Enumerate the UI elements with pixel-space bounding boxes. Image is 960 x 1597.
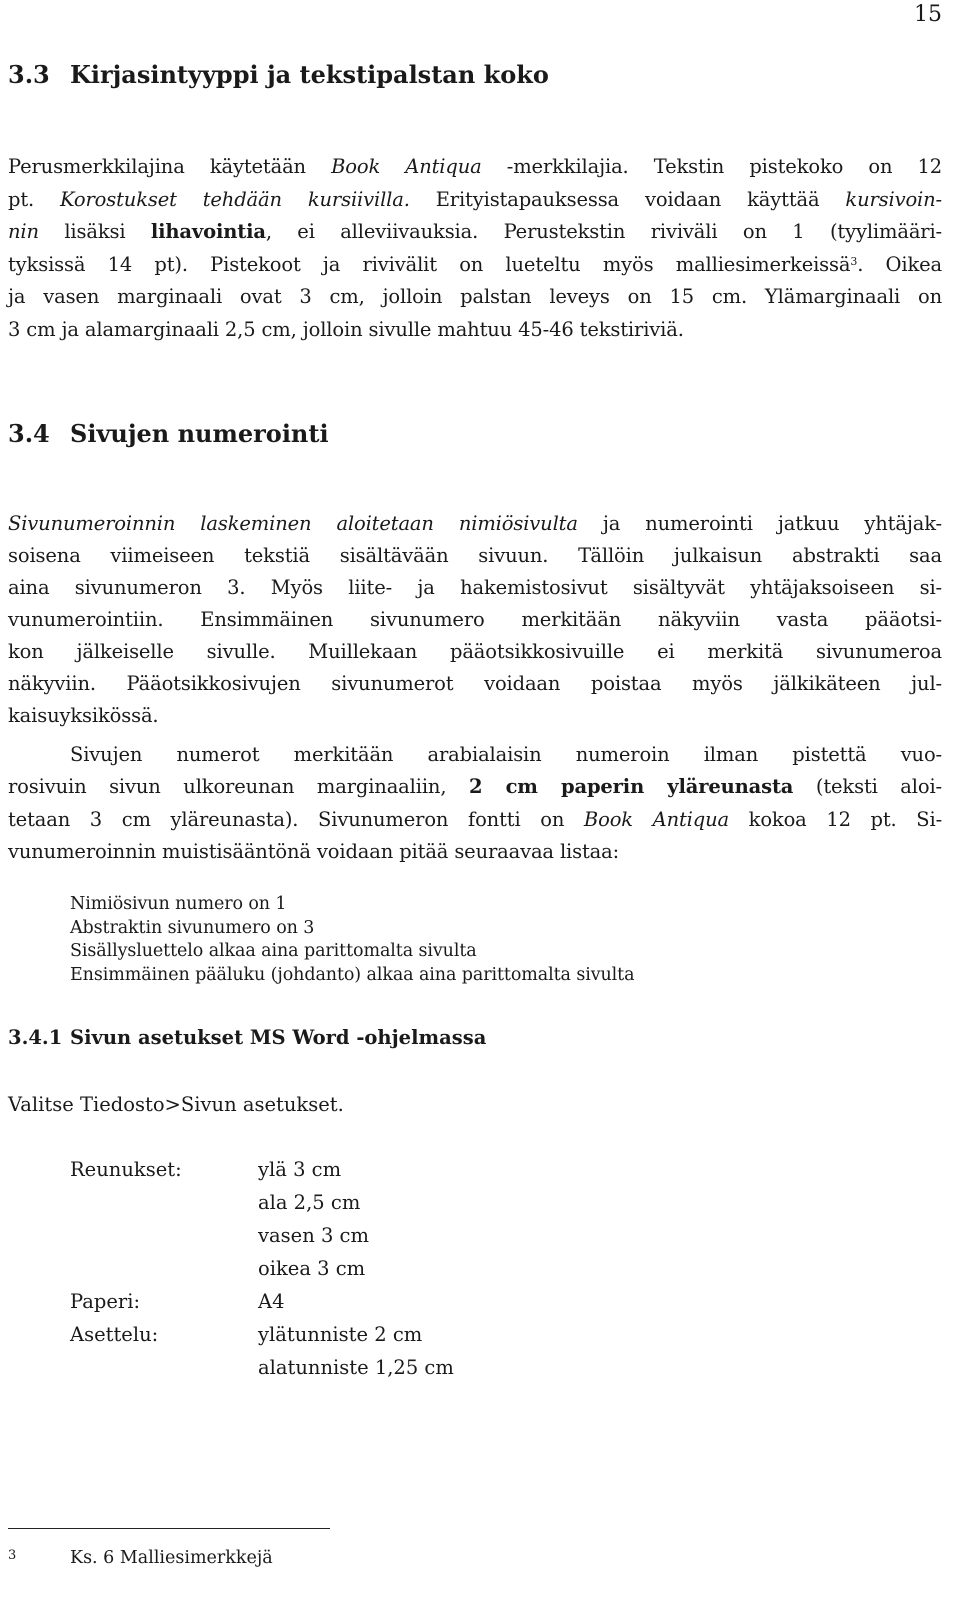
text-line: nin lisäksi lihavointia, ei alleviivauksia. Perustekstin riviväli on 1 (tyylimääri- <box>8 220 942 244</box>
settings-label: Reunukset: <box>70 1158 182 1181</box>
footnote-text: Ks. 6 Malliesimerkkejä <box>70 1548 273 1568</box>
list-item: Sisällysluettelo alkaa aina parittomalta sivulta <box>70 941 477 961</box>
footnote <box>8 1544 273 1570</box>
settings-value: alatunniste 1,25 cm <box>258 1356 454 1379</box>
section-title: Sivujen numerointi <box>70 419 329 448</box>
text-line: tetaan 3 cm yläreunasta). Sivunumeron fontti on Book Antiqua kokoa 12 pt. Si- <box>8 807 943 831</box>
section-number: 3.4 <box>8 419 50 448</box>
settings-value: A4 <box>258 1290 285 1313</box>
settings-value: oikea 3 cm <box>258 1257 366 1280</box>
list-item: Abstraktin sivunumero on 3 <box>70 917 315 938</box>
document-page <box>8 0 942 1597</box>
paragraph-page-numbering <box>8 508 942 732</box>
paragraph-font-and-column <box>8 151 942 347</box>
list-item: Ensimmäinen pääluku (johdanto) alkaa aina parittomalta sivulta <box>70 964 635 985</box>
text-line: ja vasen marginaali ovat 3 cm, jolloin palstan leveys on 15 cm. Ylämarginaali on <box>8 285 942 309</box>
section-title: Kirjasintyyppi ja tekstipalstan koko <box>70 60 549 89</box>
text-line: vunumeroinnin muistisääntönä voidaan pitää seuraavaa listaa: <box>8 840 620 864</box>
instruction-text: Valitse Tiedosto>Sivun asetukset. <box>8 1093 344 1116</box>
numbering-rules-list <box>70 893 634 987</box>
font-name: Book Antiqua <box>331 155 482 178</box>
text-line: aina sivunumeron 3. Myös liite- ja hakemistosivut sisältyvät yhtäjaksoiseen si- <box>8 576 942 599</box>
footnote-separator <box>8 1528 330 1529</box>
settings-label: Asettelu: <box>70 1323 159 1346</box>
section-number: 3.4.1 <box>8 1026 63 1049</box>
list-item: Nimiösivun numero on 1 <box>70 894 287 914</box>
section-heading-3-4 <box>8 419 329 449</box>
text-line: kaisuyksikössä. <box>8 704 159 727</box>
emphasis-text: kursivoin- <box>845 187 942 211</box>
bold-text: lihavointia <box>150 220 266 244</box>
section-number: 3.3 <box>8 60 50 89</box>
text-line: Perusmerkkilajina käytetään Book Antiqua -merkkilajia. Tekstin pistekoko on 12 <box>8 155 943 178</box>
footnote-reference: 3 <box>850 254 858 268</box>
bold-text: 2 cm paperin yläreunasta <box>468 775 794 799</box>
text-line: Sivunumeroinnin laskeminen aloitetaan nimiösivulta ja numerointi jatkuu yhtäjak- <box>8 512 942 535</box>
subsection-heading-3-4-1 <box>8 1025 486 1051</box>
settings-value: ala 2,5 cm <box>258 1191 361 1214</box>
text-line: soisena viimeiseen tekstiä sisältävään sivuun. Tällöin julkaisun abstrakti saa <box>8 544 942 567</box>
text-line: 3 cm ja alamarginaali 2,5 cm, jolloin sivulle mahtuu 45-46 tekstiriviä. <box>8 317 684 341</box>
text-line: tyksissä 14 pt). Pistekoot ja rivivälit on lueteltu myös malliesimerkeissä$^3$. Oikea <box>8 252 943 276</box>
page-number: 15 <box>914 2 942 27</box>
paragraph-number-placement <box>8 739 942 869</box>
text-line: näkyviin. Pääotsikkosivujen sivunumerot voidaan poistaa myös jälkikäteen jul- <box>8 672 942 695</box>
text-line: kon jälkeiselle sivulle. Muillekaan pääotsikkosivuille ei merkitä sivunumeroa <box>8 640 942 663</box>
text-line: pt. Korostukset tehdään kursiivilla. Erityistapauksessa voidaan käyttää kursivoin- <box>8 187 942 211</box>
section-title: Sivun asetukset MS Word -ohjelmassa <box>70 1026 487 1049</box>
settings-value: ylä 3 cm <box>258 1158 342 1181</box>
text-line: rosivuin sivun ulkoreunan marginaaliin, 2 cm paperin yläreunasta (teksti aloi- <box>8 775 942 799</box>
font-name: Book Antiqua <box>583 807 729 831</box>
section-heading-3-3 <box>8 60 549 90</box>
settings-value: vasen 3 cm <box>258 1224 369 1247</box>
text-line: vunumerointiin. Ensimmäinen sivunumero merkitään näkyviin vasta pääotsi- <box>8 608 942 631</box>
settings-label: Paperi: <box>70 1290 141 1313</box>
text-line: Sivujen numerot merkitään arabialaisin numeroin ilman pistettä vuo- <box>70 743 942 766</box>
settings-value: ylätunniste 2 cm <box>258 1323 423 1346</box>
emphasis-text: Korostukset tehdään kursiivilla. <box>60 187 410 211</box>
footnote-mark: 3 <box>8 1548 17 1563</box>
